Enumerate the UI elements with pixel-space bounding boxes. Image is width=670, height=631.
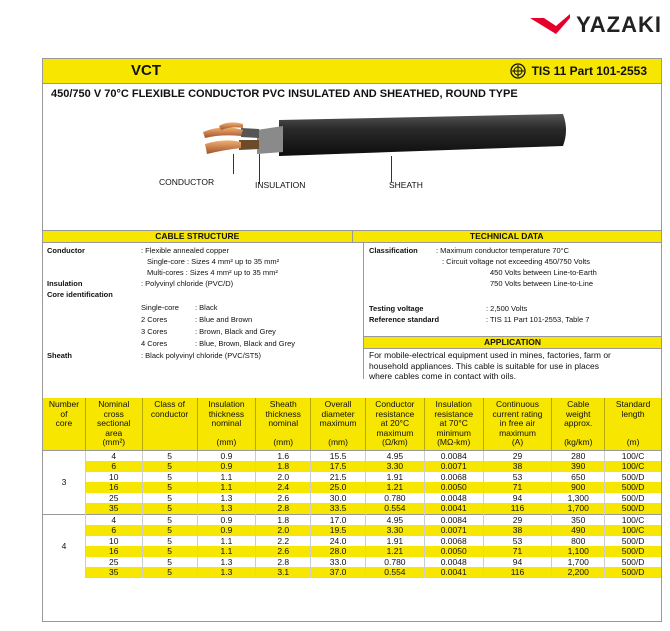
table-row [43,546,661,557]
table-cell: 10 [85,536,142,547]
table-cell: 5 [142,546,197,557]
table-cell: 4.95 [365,450,424,461]
standard-text: TIS 11 Part 101-2553 [531,64,647,78]
table-cell: 5 [142,482,197,493]
table-cell: 0.554 [365,503,424,514]
cable-structure-heading: CABLE STRUCTURE [43,231,353,242]
table-cell: 1,700 [552,503,605,514]
tis-mark-icon [510,63,526,79]
table-cell: 2.6 [256,546,311,557]
table-row [43,514,661,525]
column-header-line: Nominal [98,399,130,409]
table-cell: 0.780 [365,493,424,504]
column-header-line: conductor [150,408,189,419]
application-text: For mobile-electrical equipment used in mines, factories, farm or household appliances. This cable is suitable for use in places where cables come in contact with oils. [369,350,611,381]
table-cell: 25 [85,493,142,504]
column-header-line: nominal [211,418,242,428]
table-cell: 53 [483,536,552,547]
testing-voltage-label: Testing voltage [369,304,424,313]
column-header [605,398,661,450]
table-cell: 2.2 [256,536,311,547]
table-row [43,493,661,504]
column-header-line: sectional [97,418,131,428]
table-body [43,450,661,578]
column-header-line: Insulation [435,399,472,409]
table-cell: 38 [483,461,552,472]
table-cell: 1.1 [197,472,256,483]
column-header-line: (mm) [216,437,237,447]
table-row [43,482,661,493]
column-header-line: weight [565,408,591,419]
table-cell: 2.0 [256,525,311,536]
column-header-line: resistance [434,408,474,419]
table-cell: 5 [142,461,197,472]
column-header [483,398,552,450]
table-cell: 0.780 [365,557,424,568]
column-header-line: maximum [499,427,536,438]
table-cell: 116 [483,567,552,578]
column-header-line: approx. [564,418,593,428]
table-cell: 2.8 [256,503,311,514]
table-cell: 500/D [621,471,645,482]
table-cell: 2.6 [256,493,311,504]
table-cell: 1.8 [256,461,311,472]
cable-illustration [43,104,661,230]
table-cell: 0.0071 [424,461,483,472]
column-header-line: thickness [208,408,245,419]
table-cell: 10 [85,472,142,483]
table-cell: 390 [552,461,605,472]
column-header [197,398,256,450]
column-header-line: Overall [324,399,352,409]
table-cell: 4 [85,450,142,461]
table-cell: 17.0 [311,514,366,525]
table-cell: 1.21 [365,546,424,557]
table-cell: 1.1 [197,482,256,493]
column-header-line: Insulation [208,399,245,409]
column-header-line: maximum [376,427,414,438]
classification-label: Classification [369,246,418,255]
table-cell: 900 [552,482,605,493]
table-cell: 0.9 [197,450,256,461]
conductor-pointer [233,154,234,174]
table-cell: 800 [552,536,605,547]
column-header [311,398,366,450]
table-row [43,525,661,536]
brand-name: YAZAKI [576,12,662,37]
table-cell: 1.3 [197,493,256,504]
insulation-shape [257,126,283,154]
table-cell: 5 [142,536,197,547]
table-cell: 0.0050 [424,482,483,493]
table-cell: 0.9 [197,461,256,472]
conductor-single-core: Single-core : Sizes 4 mm² up to 35 mm² [147,257,280,266]
table-cell: 71 [483,482,552,493]
column-header-line: area [105,427,123,438]
table-row [43,536,661,547]
column-header-line: (Ω/km) [382,437,408,447]
table-cell: 16 [85,482,142,493]
table-row [43,503,661,514]
sheath-field-label: Sheath [47,351,73,360]
table-cell: 280 [552,450,605,461]
application-heading: APPLICATION [364,336,661,349]
column-header-line: (A) [511,437,524,447]
classification-temp: : Maximum conductor temperature 70°C [436,246,570,255]
table-cell: 0.0084 [424,514,483,525]
table-row [43,450,661,461]
table-cell: 116 [483,503,552,514]
column-header-line: diameter [321,408,355,419]
column-header [256,398,311,450]
column-header-line: (kg/km) [564,437,593,447]
table-cell: 25.0 [311,482,366,493]
column-header-line: of [60,408,68,419]
table-cell: 3.1 [256,567,311,578]
table-cell: 35 [85,503,142,514]
column-header-line: at 20°C [380,418,410,428]
column-header [365,398,424,450]
table-cell: 15.5 [311,450,366,461]
column-header [552,398,605,450]
standard-badge [510,63,647,79]
core-id-4: 4 Cores [141,339,168,348]
column-header [85,398,142,450]
table-cell: 0.9 [197,514,256,525]
table-cell: 0.9 [197,525,256,536]
table-cell: 33.0 [311,557,366,568]
yazaki-mark-icon [530,14,570,36]
table-cell: 0.0048 [424,557,483,568]
table-cell: 5 [142,567,197,578]
table-cell: 500/D [621,556,645,567]
table-cell: 37.0 [311,567,366,578]
technical-data-panel [364,243,661,379]
section-headings [43,230,661,242]
yazaki-logo [530,12,662,38]
column-header-line: maximum [319,418,357,428]
table-cell: 94 [483,557,552,568]
table-cell: 0.0048 [424,493,483,504]
testing-voltage-value: : 2,500 Volts [486,304,528,313]
cable-structure-panel [43,243,364,379]
table-cell: 16 [85,546,142,557]
table-cell: 0.554 [365,567,424,578]
table-cell: 2,200 [552,567,605,578]
sheath-value: : Black polyvinyl chloride (PVC/ST5) [141,351,262,360]
column-header-line: (mm²) [102,437,126,447]
table-cell: 500/D [621,535,645,546]
core-id-2: 2 Cores [141,315,168,324]
table-cell: 2.8 [256,557,311,568]
core-id-field-label: Core identification [47,290,113,299]
table-cell: 100/C [605,514,661,525]
column-header-line: cross [103,408,124,419]
table-cell: 0.0041 [424,503,483,514]
table-cell: 500/D [605,546,661,557]
table-cell: 1.6 [256,450,311,461]
column-header-line: at 70°C [439,418,468,428]
table-cell: 19.5 [311,525,366,536]
column-header-line: Conductor [375,399,415,409]
insulation-value: : Polyvinyl chloride (PVC/D) [141,279,234,288]
cable-diagram [43,104,661,230]
table-cell: 500/D [605,482,661,493]
column-header-line: resistance [375,408,415,419]
table-cell: 0.0050 [424,546,483,557]
table-row [43,567,661,578]
classification-line-earth: 450 Volts between Line-to-Earth [490,268,597,277]
sheath-label: SHEATH [389,180,423,190]
table-cell: 1.3 [197,503,256,514]
column-header-line: (mm) [273,437,294,447]
specification-table [43,398,661,578]
table-cell: 2.4 [256,482,311,493]
datasheet [42,58,662,622]
table-cell: 6 [85,525,142,536]
table-cell: 28.0 [311,546,366,557]
table-cell: 1.1 [197,536,256,547]
core-insulation-1 [241,128,259,138]
table-cell: 4 [85,514,142,525]
spec-section [43,242,661,379]
table-cell: 0.0071 [424,525,483,536]
table-cell: 5 [142,557,197,568]
conductor-label: CONDUCTOR [159,177,215,187]
column-header-line: Class of [154,399,185,409]
core-id-single: Single-core [141,303,179,312]
table-cell: 38 [483,525,552,536]
table-cell: 3.30 [365,525,424,536]
table-cell: 1,100 [552,546,605,557]
insulation-label: INSULATION [255,180,306,190]
table-cell: 500/D [621,492,645,503]
column-header-line: Sheath [269,399,297,409]
sheath-pointer [391,156,392,182]
table-cell: 1,300 [552,493,605,504]
column-header-line: current rating [492,408,543,419]
table-cell: 1.1 [197,546,256,557]
table-cell: 35 [85,567,142,578]
column-header-line: Cable [567,399,590,409]
table-cell: 30.0 [311,493,366,504]
column-header-line: (m) [626,437,640,447]
table-cell: 100/C [605,461,661,472]
table-cell: 21.5 [311,472,366,483]
table-cell: 100/C [605,525,661,536]
table-cell: 5 [142,450,197,461]
classification-line-line: 750 Volts between Line-to-Line [490,279,593,288]
core-id-3-colors: : Brown, Black and Grey [195,327,276,336]
table-cell: 53 [483,472,552,483]
table-cell: 33.5 [311,503,366,514]
table-cell: 5 [142,472,197,483]
table-cell: 6 [85,461,142,472]
column-header [43,398,85,450]
product-subtitle: 450/750 V 70°C FLEXIBLE CONDUCTOR PVC INSULATED AND SHEATHED, ROUND TYPE [51,88,518,100]
column-header-line: in free air [499,418,536,428]
table-cell: 94 [483,493,552,504]
technical-data-heading: TECHNICAL DATA [353,231,662,242]
table-cell: 5 [142,493,197,504]
title-bar [43,59,661,84]
core-id-single-colors: : Black [195,303,218,312]
table-cell: 29 [483,450,552,461]
column-header-line: (mm) [328,437,348,447]
table-cell: 500/D [605,567,661,578]
column-header-line: Number [48,399,80,409]
column-header-line: length [621,408,645,419]
product-name: VCT [131,62,161,79]
table-cell: 4.95 [365,514,424,525]
table-cell: 5 [142,514,197,525]
reference-standard-value: : TIS 11 Part 101-2553, Table 7 [486,315,590,324]
table-cell: 1.91 [365,536,424,547]
column-header-line: nominal [268,418,299,428]
table-cell: 5 [142,503,197,514]
table-cell: 1.21 [365,482,424,493]
table-cell: 3.30 [365,461,424,472]
table-row [43,472,661,483]
reference-standard-label: Reference standard [369,315,440,324]
table-cell: 350 [552,514,605,525]
copper-strand-2 [205,140,241,154]
table-cell: 500/D [605,503,661,514]
column-header-line: core [55,418,73,428]
column-header-line: minimum [436,427,471,438]
table-cell: 25 [85,557,142,568]
table-cell: 1.91 [365,472,424,483]
table-cell: 24.0 [311,536,366,547]
table-cell: 490 [552,525,605,536]
column-header-line: (MΩ-km) [437,437,471,447]
core-insulation-2 [239,140,259,150]
table-cell: 17.5 [311,461,366,472]
column-header [424,398,483,450]
conductor-field-label: Conductor [47,246,85,255]
table-cell: 1.8 [256,514,311,525]
table-cell: 1.3 [197,567,256,578]
core-count-cell: 4 [43,514,85,578]
column-header [142,398,197,450]
core-count-cell: 3 [43,450,85,514]
conductor-multi-core: Multi-cores : Sizes 4 mm² up to 35 mm² [147,268,278,277]
table-cell: 0.0041 [424,567,483,578]
table-cell: 650 [552,472,605,483]
table-cell: 1,700 [552,557,605,568]
table-cell: 0.0068 [424,472,483,483]
column-header-line: Continuous [495,399,539,409]
column-header-line: thickness [265,408,301,419]
table-cell: 1.3 [197,557,256,568]
table-row [43,461,661,472]
core-id-4-colors: : Blue, Brown, Black and Grey [195,339,296,348]
table-cell: 2.0 [256,472,311,483]
table-cell: 0.0084 [424,450,483,461]
table-cell: 0.0068 [424,536,483,547]
core-id-2-colors: : Blue and Brown [195,315,253,324]
classification-voltage: : Circuit voltage not exceeding 450/750 Volts [442,257,591,266]
table-header-row [43,398,661,450]
sheath-shape [279,114,566,156]
core-id-3: 3 Cores [141,327,168,336]
table-cell: 100/C [605,450,661,461]
table-cell: 71 [483,546,552,557]
insulation-field-label: Insulation [47,279,83,288]
table-cell: 29 [483,514,552,525]
conductor-value: : Flexible annealed copper [141,246,229,255]
table-row [43,557,661,568]
column-header-line: Standard [615,399,651,409]
table-cell: 5 [142,525,197,536]
